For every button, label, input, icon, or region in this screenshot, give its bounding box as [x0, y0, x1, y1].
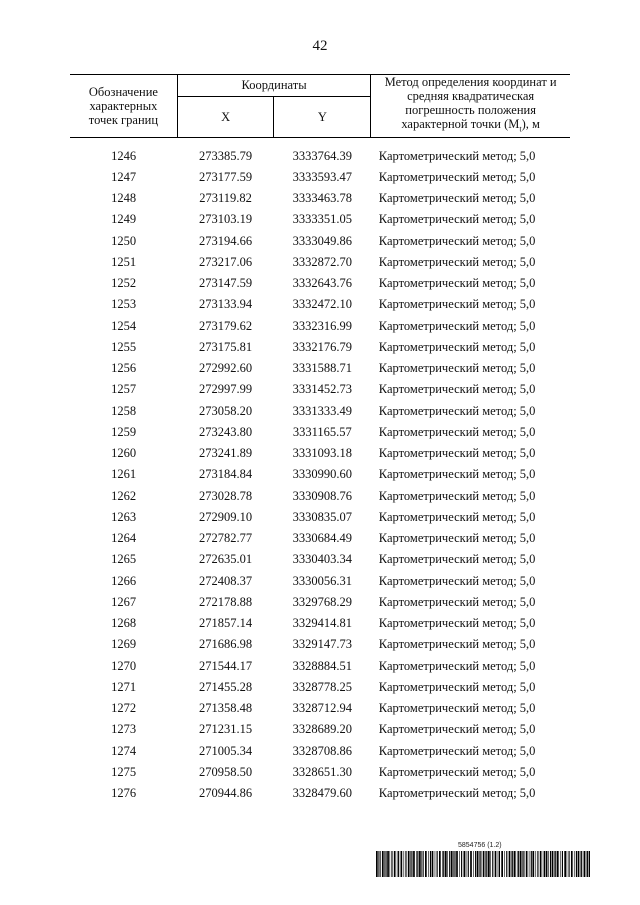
- barcode-bar: [378, 851, 379, 877]
- header-point-label: Обозначение характерных точек границ: [70, 75, 177, 138]
- cell-x: 272992.60: [199, 361, 253, 376]
- barcode-bar: [531, 851, 532, 877]
- barcode-bar: [511, 851, 512, 877]
- cell-y: 3333049.86: [292, 233, 353, 248]
- barcode-bar: [550, 851, 551, 877]
- barcode-bar: [470, 851, 472, 877]
- barcode-bar: [571, 851, 573, 877]
- cell-y: 3330403.34: [292, 552, 353, 567]
- table-row: [70, 592, 570, 613]
- cell-x: 271358.48: [199, 701, 253, 716]
- cell-point: 1271: [111, 679, 137, 694]
- barcode-bar: [485, 851, 486, 877]
- table-row: [70, 677, 570, 698]
- barcode-bar: [522, 851, 523, 877]
- cell-method: Картометрический метод; 5,0: [378, 722, 536, 737]
- cell-point: 1250: [111, 233, 137, 248]
- cell-x: 271455.28: [199, 679, 253, 694]
- barcode-bar: [385, 851, 386, 877]
- cell-y: 3328778.25: [292, 679, 353, 694]
- barcode-bar: [517, 851, 518, 877]
- cell-method: Картометрический метод; 5,0: [378, 361, 536, 376]
- cell-y: 3329147.73: [292, 637, 353, 652]
- barcode-bar: [447, 851, 448, 877]
- cell-y: 3331588.71: [292, 361, 353, 376]
- cell-method: Картометрический метод; 5,0: [378, 509, 536, 524]
- cell-method: Картометрический метод; 5,0: [378, 148, 536, 163]
- barcode-bar: [501, 851, 503, 877]
- header-method: [371, 75, 570, 138]
- barcode-bar: [512, 851, 513, 877]
- barcode-bar: [387, 851, 389, 877]
- cell-y: 3329414.81: [292, 616, 353, 631]
- barcode-bar: [578, 851, 580, 877]
- cell-point: 1254: [111, 318, 137, 333]
- barcode-bar: [464, 851, 466, 877]
- cell-point: 1265: [111, 552, 137, 567]
- table-row: [70, 486, 570, 507]
- cell-y: 3328479.60: [292, 786, 353, 801]
- barcode-bar: [430, 851, 431, 877]
- cell-y: 3330908.76: [292, 488, 353, 503]
- cell-method: Картометрический метод; 5,0: [378, 552, 536, 567]
- cell-x: 273194.66: [199, 233, 253, 248]
- cell-method: Картометрический метод; 5,0: [378, 297, 536, 312]
- cell-x: 273241.89: [199, 446, 253, 461]
- cell-x: 273385.79: [199, 148, 253, 163]
- barcode-bar: [514, 851, 516, 877]
- table-row: [70, 634, 570, 655]
- cell-method: Картометрический метод; 5,0: [378, 424, 536, 439]
- cell-y: 3332872.70: [292, 254, 353, 269]
- table-row: [70, 252, 570, 273]
- barcode-bar: [477, 851, 479, 877]
- barcode-bar: [417, 851, 418, 877]
- cell-y: 3332316.99: [292, 318, 353, 333]
- cell-method: Картометрический метод; 5,0: [378, 488, 536, 503]
- cell-x: 272408.37: [199, 573, 253, 588]
- cell-method: Картометрический метод; 5,0: [378, 403, 536, 418]
- table-row: [70, 401, 570, 422]
- header-method-subscript: t: [519, 124, 522, 134]
- barcode: [376, 851, 590, 877]
- table-row: [70, 571, 570, 592]
- table-header: [70, 75, 570, 138]
- table-row: [70, 741, 570, 762]
- barcode-bar: [461, 851, 462, 877]
- barcode-bar: [423, 851, 424, 877]
- barcode-bar: [564, 851, 566, 877]
- cell-point: 1276: [111, 786, 137, 801]
- barcode-bar: [587, 851, 588, 877]
- cell-method: Картометрический метод; 5,0: [378, 743, 536, 758]
- cell-method: Картометрический метод; 5,0: [378, 467, 536, 482]
- barcode-bar: [405, 851, 406, 877]
- barcode-bar: [506, 851, 507, 877]
- barcode-bar: [567, 851, 568, 877]
- barcode-bar: [376, 851, 378, 877]
- cell-point: 1259: [111, 424, 137, 439]
- cell-x: 271005.34: [199, 743, 253, 758]
- cell-x: 273179.62: [199, 318, 253, 333]
- cell-point: 1260: [111, 446, 137, 461]
- table-row: [70, 231, 570, 252]
- cell-y: 3328651.30: [292, 764, 353, 779]
- header-y: Y: [274, 96, 371, 137]
- barcode-bar: [416, 851, 417, 877]
- barcode-bar: [492, 851, 493, 877]
- cell-point: 1261: [111, 467, 137, 482]
- barcode-bar: [498, 851, 499, 877]
- barcode-bar: [432, 851, 434, 877]
- barcode-bar: [569, 851, 570, 877]
- cell-method: Картометрический метод; 5,0: [378, 382, 536, 397]
- cell-y: 3328884.51: [292, 658, 353, 673]
- cell-point: 1255: [111, 339, 137, 354]
- cell-y: 3331333.49: [292, 403, 353, 418]
- cell-point: 1251: [111, 254, 137, 269]
- cell-y: 3333764.39: [292, 148, 353, 163]
- cell-point: 1258: [111, 403, 137, 418]
- barcode-bar: [574, 851, 575, 877]
- cell-y: 3330990.60: [292, 467, 353, 482]
- barcode-bar: [425, 851, 427, 877]
- cell-y: 3331452.73: [292, 382, 353, 397]
- table-row: [70, 783, 570, 804]
- page-number: 42: [312, 38, 328, 54]
- barcode-bar: [449, 851, 450, 877]
- barcode-bar: [535, 851, 536, 877]
- cell-point: 1263: [111, 509, 137, 524]
- cell-method: Картометрический метод; 5,0: [378, 276, 536, 291]
- barcode-bar: [445, 851, 447, 877]
- barcode-bar: [435, 851, 436, 877]
- barcode-bar: [589, 851, 590, 877]
- table-row: [70, 337, 570, 358]
- barcode-bar: [518, 851, 519, 877]
- cell-x: 273243.80: [199, 424, 253, 439]
- cell-point: 1256: [111, 361, 137, 376]
- barcode-bar: [543, 851, 544, 877]
- table-row: [70, 656, 570, 677]
- barcode-bar: [404, 851, 405, 877]
- cell-y: 3330835.07: [292, 509, 353, 524]
- barcode-bar: [473, 851, 474, 877]
- cell-x: 271686.98: [199, 637, 253, 652]
- table-row: [70, 273, 570, 294]
- cell-x: 273058.20: [199, 403, 253, 418]
- cell-y: 3333593.47: [292, 169, 353, 184]
- cell-x: 273103.19: [199, 212, 253, 227]
- cell-point: 1273: [111, 722, 137, 737]
- cell-point: 1253: [111, 297, 137, 312]
- cell-x: 272782.77: [199, 531, 253, 546]
- barcode-bar: [382, 851, 384, 877]
- barcode-bar: [546, 851, 548, 877]
- cell-x: 273175.81: [199, 339, 253, 354]
- cell-point: 1266: [111, 573, 137, 588]
- barcode-bar: [509, 851, 511, 877]
- cell-method: Картометрический метод; 5,0: [378, 573, 536, 588]
- barcode-bar: [499, 851, 500, 877]
- table-row: [70, 167, 570, 188]
- barcode-bar: [520, 851, 522, 877]
- barcode-bar: [437, 851, 438, 877]
- barcode-bar: [456, 851, 458, 877]
- cell-x: 271544.17: [199, 658, 253, 673]
- cell-method: Картометрический метод; 5,0: [378, 786, 536, 801]
- barcode-bar: [411, 851, 412, 877]
- cell-y: 3333351.05: [292, 212, 353, 227]
- cell-x: 272635.01: [199, 552, 253, 567]
- table-row: [70, 316, 570, 337]
- cell-point: 1269: [111, 637, 137, 652]
- barcode-bar: [529, 851, 530, 877]
- document-code: 5854756 (1.2): [458, 842, 502, 849]
- table-row: [70, 358, 570, 379]
- table-row: [70, 464, 570, 485]
- cell-method: Картометрический метод; 5,0: [378, 531, 536, 546]
- barcode-bar: [540, 851, 542, 877]
- cell-method: Картометрический метод; 5,0: [378, 191, 536, 206]
- cell-point: 1264: [111, 531, 137, 546]
- barcode-bar: [394, 851, 396, 877]
- cell-y: 3332176.79: [292, 339, 353, 354]
- cell-method: Картометрический метод; 5,0: [378, 637, 536, 652]
- barcode-bar: [410, 851, 411, 877]
- barcode-bar: [453, 851, 454, 877]
- cell-point: 1267: [111, 594, 137, 609]
- cell-x: 272178.88: [199, 594, 253, 609]
- cell-x: 270958.50: [199, 764, 253, 779]
- barcode-bar: [413, 851, 415, 877]
- cell-point: 1272: [111, 701, 137, 716]
- barcode-bar: [504, 851, 505, 877]
- barcode-bar: [552, 851, 554, 877]
- barcode-bar: [428, 851, 429, 877]
- table-row: [70, 719, 570, 740]
- cell-x: 272909.10: [199, 509, 253, 524]
- cell-method: Картометрический метод; 5,0: [378, 616, 536, 631]
- barcode-bar: [560, 851, 561, 877]
- cell-y: 3331165.57: [292, 424, 352, 439]
- cell-x: 272997.99: [199, 382, 253, 397]
- cell-method: Картометрический метод; 5,0: [378, 169, 536, 184]
- cell-method: Картометрический метод; 5,0: [378, 764, 536, 779]
- table-row: [70, 549, 570, 570]
- cell-point: 1247: [111, 169, 137, 184]
- cell-x: 273217.06: [199, 254, 253, 269]
- cell-y: 3333463.78: [292, 191, 353, 206]
- table-row: [70, 762, 570, 783]
- table-row: [70, 188, 570, 209]
- barcode-bar: [532, 851, 534, 877]
- cell-point: 1249: [111, 212, 137, 227]
- cell-y: 3330056.31: [292, 573, 353, 588]
- barcode-bar: [523, 851, 524, 877]
- barcode-bar: [380, 851, 381, 877]
- barcode-bar: [576, 851, 577, 877]
- cell-method: Картометрический метод; 5,0: [378, 339, 536, 354]
- cell-method: Картометрический метод; 5,0: [378, 679, 536, 694]
- cell-y: 3328712.94: [292, 701, 353, 716]
- cell-method: Картометрический метод; 5,0: [378, 658, 536, 673]
- barcode-bar: [490, 851, 491, 877]
- cell-x: 271231.15: [199, 722, 253, 737]
- barcode-bar: [408, 851, 410, 877]
- table-row: [70, 294, 570, 315]
- barcode-bar: [468, 851, 469, 877]
- cell-y: 3332643.76: [292, 276, 353, 291]
- barcode-bar: [443, 851, 444, 877]
- barcode-bar: [580, 851, 581, 877]
- cell-y: 3331093.18: [292, 446, 353, 461]
- cell-point: 1246: [111, 148, 137, 163]
- table-row: [70, 613, 570, 634]
- barcode-bar: [466, 851, 467, 877]
- cell-y: 3330684.49: [292, 531, 353, 546]
- barcode-bar: [480, 851, 481, 877]
- table-body: [70, 137, 570, 804]
- table-row: [70, 146, 570, 167]
- barcode-bar: [390, 851, 391, 877]
- barcode-bar: [475, 851, 476, 877]
- coordinates-table: [70, 74, 570, 804]
- header-x: X: [177, 96, 274, 137]
- cell-y: 3332472.10: [292, 297, 353, 312]
- barcode-bar: [459, 851, 460, 877]
- cell-point: 1252: [111, 276, 137, 291]
- barcode-bar: [586, 851, 587, 877]
- table-row: [70, 379, 570, 400]
- cell-x: 273133.94: [199, 297, 253, 312]
- table-row: [70, 698, 570, 719]
- cell-x: 273177.59: [199, 169, 253, 184]
- barcode-bar: [442, 851, 443, 877]
- cell-method: Картометрический метод; 5,0: [378, 594, 536, 609]
- barcode-bar: [488, 851, 490, 877]
- table-row: [70, 443, 570, 464]
- cell-y: 3328708.86: [292, 743, 353, 758]
- barcode-bar: [486, 851, 487, 877]
- cell-point: 1270: [111, 658, 137, 673]
- cell-y: 3329768.29: [292, 594, 353, 609]
- barcode-bar: [548, 851, 549, 877]
- cell-x: 273119.82: [199, 191, 252, 206]
- cell-x: 270944.86: [199, 786, 253, 801]
- barcode-bar: [584, 851, 586, 877]
- cell-method: Картометрический метод; 5,0: [378, 254, 536, 269]
- cell-method: Картометрический метод; 5,0: [378, 701, 536, 716]
- cell-point: 1268: [111, 616, 137, 631]
- barcode-bar: [557, 851, 559, 877]
- barcode-bar: [397, 851, 398, 877]
- cell-x: 273147.59: [199, 276, 253, 291]
- barcode-bar: [401, 851, 403, 877]
- barcode-bar: [544, 851, 545, 877]
- barcode-bar: [562, 851, 563, 877]
- header-coordinates: Координаты: [177, 75, 370, 97]
- cell-point: 1275: [111, 764, 137, 779]
- table-row: [70, 209, 570, 230]
- barcode-bar: [537, 851, 538, 877]
- cell-point: 1248: [111, 191, 137, 206]
- cell-x: 273184.84: [199, 467, 253, 482]
- barcode-bar: [439, 851, 441, 877]
- cell-y: 3328689.20: [292, 722, 353, 737]
- cell-point: 1274: [111, 743, 137, 758]
- barcode-bar: [526, 851, 528, 877]
- table-row: [70, 528, 570, 549]
- cell-point: 1262: [111, 488, 137, 503]
- cell-x: 271857.14: [199, 616, 253, 631]
- table-row: [70, 422, 570, 443]
- cell-x: 273028.78: [199, 488, 253, 503]
- barcode-bar: [451, 851, 453, 877]
- cell-method: Картометрический метод; 5,0: [378, 446, 536, 461]
- barcode-bar: [581, 851, 582, 877]
- barcode-bar: [398, 851, 399, 877]
- barcode-bar: [483, 851, 485, 877]
- cell-method: Картометрический метод; 5,0: [378, 233, 536, 248]
- barcode-bar: [495, 851, 497, 877]
- barcode-bar: [554, 851, 555, 877]
- cell-point: 1257: [111, 382, 137, 397]
- barcode-bar: [479, 851, 480, 877]
- barcode-bar: [421, 851, 422, 877]
- header-method-tail: ), м: [521, 117, 540, 131]
- barcode-bar: [384, 851, 385, 877]
- barcode-bar: [454, 851, 455, 877]
- header-method-text: Метод определения координат и средняя квадратическая погрешность положения характерной точки (M: [384, 75, 557, 131]
- barcode-bar: [555, 851, 556, 877]
- cell-method: Картометрический метод; 5,0: [378, 318, 536, 333]
- table-row: [70, 507, 570, 528]
- cell-method: Картометрический метод; 5,0: [378, 212, 536, 227]
- barcode-bar: [419, 851, 421, 877]
- barcode-bar: [391, 851, 392, 877]
